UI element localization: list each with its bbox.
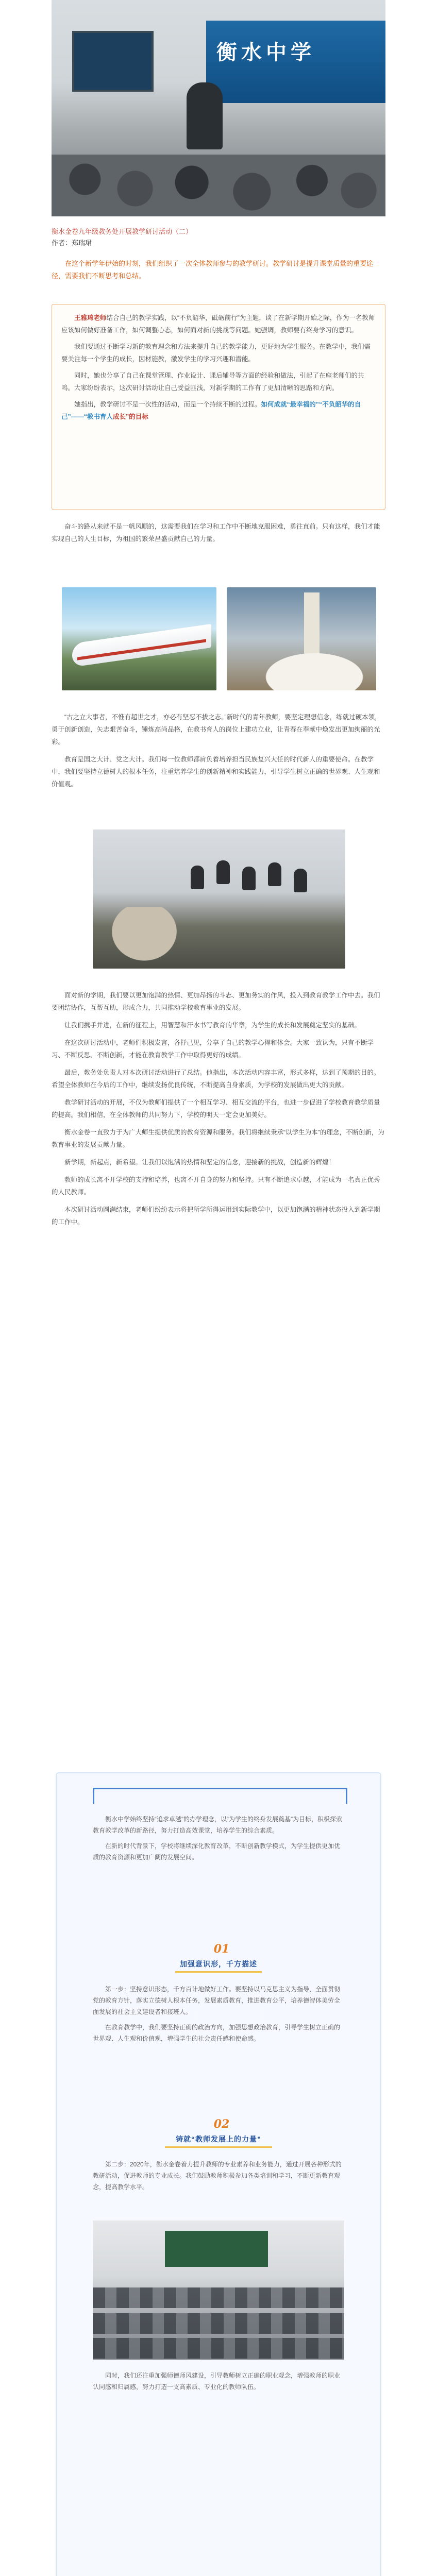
train-photo [62,587,216,690]
section-underline [165,2146,272,2148]
quote-box [52,304,385,510]
quote-highlight: 如何成就“最幸福的”“不负韶华的自己”——“教书育人 [61,401,361,420]
card-paragraph: 在新的时代背景下，学校将继续深化教育改革，不断创新教学模式，为学生提供更加优质的教育资源和更加广阔的发展空间。 [93,1842,341,1861]
quote-text: 她指出，教学研讨不是一次性的活动，而是一个持续不断的过程。 [74,401,261,408]
paragraph: 最后，教务处负责人对本次研讨活动进行了总结。他指出，本次活动内容丰富，形式多样，达到了预期的目的。希望全体教师在今后的工作中，继续发扬优良传统，不断提高自身素质，为学校的发展做出更大的贡献。 [52,1069,380,1089]
student-row [93,2313,344,2334]
launch-smoke [258,649,371,690]
paragraph: 教育是国之大计、党之大计。我们每一位教师都肩负着培养担当民族复兴大任的时代新人的重要使命。在教学中，我们要坚持立德树人的根本任务，注重培养学生的创新精神和实践能力，引导学生树立正确的世界观、人生观和价值观。 [52,756,380,788]
speaker-figure [187,82,223,149]
paragraph: “古之立大事者，不惟有超世之才，亦必有坚忍不拔之志。”新时代的青年教师，要坚定理想信念，练就过硬本领，勇于创新创造，矢志艰苦奋斗，锤炼高尚品格，在教书育人的岗位上建功立业，让青春在奉献中焕发出更加绚丽的光彩。 [52,714,381,745]
blackboard [165,2231,268,2267]
intro-text: 在这个新学年伊始的时刻，我们组织了一次全体教师参与的教学研讨。教学研讨是提升课堂质量的重要途径，需要我们不断思考和总结。 [52,260,374,280]
section-underline [175,1971,262,1973]
card-intro [93,1814,344,1867]
section-number: 01 [213,1942,230,1956]
author-line: 作者：郑瑞珺 [52,239,92,247]
section-title: 铸就“教师发展上的力量” [176,2135,261,2143]
article-body [52,711,385,795]
hero-photo [52,0,385,216]
paragraph: 在这次研讨活动中，老师们积极发言，各抒己见，分享了自己的教学心得和体会。大家一致认为，只有不断学习、不断反思、不断创新，才能在教育教学工作中取得更好的成绩。 [52,1039,374,1059]
section-number: 02 [213,2117,230,2131]
paragraph: 新学期，新起点，新希望。让我们以饱满的热情和坚定的信念，迎接新的挑战，创造新的辉煌！ [64,1159,335,1166]
statue [103,907,186,969]
paragraph: 面对新的学期，我们要以更加饱满的热情、更加昂扬的斗志、更加务实的作风，投入到教育教学工作中去。我们要团结协作，互帮互助，形成合力，共同推动学校教育事业的发展。 [52,992,380,1011]
card-paragraph: 第二步：2020年，衡水金卷着力提升教师的专业素养和业务能力，通过开展各种形式的教研活动，促进教师的专业成长。我们鼓励教师积极参加各类培训和学习，不断更新教育观念，提高教学水平。 [93,2161,342,2191]
quote-paragraph: 我们要通过不断学习新的教育理念和方法来提升自己的教学能力，更好地为学生服务。在教学中，我们需要关注每一个学生的成长，因材施教，激发学生的学习兴趣和潜能。 [61,343,371,363]
jumping-figure [216,860,230,884]
student-row [93,2287,344,2308]
card-paragraph: 衡水中学始终坚持“追求卓越”的办学理念，以“为学生的终身发展奠基”为目标，积极探索教育教学改革的新路径，努力打造高效课堂，培养学生的综合素质。 [93,1816,342,1834]
jumping-figure [191,866,204,889]
card-frame [93,1788,347,1804]
paragraph: 衡水金卷一直致力于为广大师生提供优质的教育资源和服务。我们将继续秉承“以学生为本”的理念，不断创新，为教育事业的发展贡献力量。 [52,1129,384,1148]
paragraph: 本次研讨活动圆满结束，老师们纷纷表示将把所学所得运用到实际教学中，以更加饱满的精神状态投入到新学期的工作中。 [52,1206,380,1226]
paragraph: 让我们携手并进，在新的征程上，用智慧和汗水书写教育的华章，为学生的成长和发展奠定坚实的基础。 [64,1022,361,1029]
quote-paragraph [61,398,376,423]
card-paragraph: 同时，我们还注重加强师德师风建设，引导教师树立正确的职业观念，增强教师的职业认同感和归属感，努力打造一支高素质、专业化的教师队伍。 [93,2372,341,2391]
card-paragraph: 第一步：坚持意识形态，千方百计地做好工作。要坚持以马克思主义为指导，全面贯彻党的教育方针，落实立德树人根本任务，发展素质教育，推进教育公平，培养德智体美劳全面发展的社会主义建设者和接班人。 [93,1986,341,2015]
rocket-photo [227,587,376,690]
section-title: 加强意识形，千方描述 [180,1960,257,1968]
photo-caption: 衡水金卷九年级教务处开展教学研讨活动（二） [52,228,193,235]
quote-paragraph [61,312,376,336]
jumping-figure [268,862,281,886]
quote-text: 结合自己的教学实践，以“不负韶华，砥砺前行”为主题，谈了在新学期开始之际，作为一名教师应该如何做好准备工作，如何调整心态，如何面对新的挑战等问题。她强调，教师要有终身学习的意识。 [61,314,375,334]
paragraph: 教师的成长离不开学校的支持和培养，也离不开自身的努力和坚持。只有不断追求卓越，才能成为一名真正优秀的人民教师。 [52,1176,380,1196]
quote-highlight-red: 成长”的目标 [113,413,148,420]
projector-screen [72,31,154,92]
audience [52,155,385,216]
paragraph: 奋斗的路从来就不是一帆风顺的，这需要我们在学习和工作中不断地克服困难，勇往直前。只有这样，我们才能实现自己的人生目标，为祖国的繁荣昌盛贡献自己的力量。 [52,523,380,543]
section-body [93,2370,344,2397]
paragraph: 教学研讨活动的开展，不仅为教师们提供了一个相互学习、相互交流的平台，也进一步促进了学校教育教学质量的提高。我们相信，在全体教师的共同努力下，学校的明天一定会更加美好。 [52,1099,380,1118]
student-row [93,2338,344,2359]
jumping-figure [242,867,256,890]
article-body [52,989,385,1233]
section-body [93,2159,344,2197]
section-body [93,1984,344,2048]
banner-text: 衡水中学 [216,40,315,64]
quote-lead: 王雅琦老师 [74,314,107,321]
classroom-photo [93,2221,344,2360]
card-paragraph: 在教育教学中，我们要坚持正确的政治方向，加强思想政治教育，引导学生树立正确的世界观、人生观和价值观，增强学生的社会责任感和使命感。 [93,2024,341,2042]
train-shape [72,624,211,667]
article-body [52,520,385,550]
jumping-photo [93,829,345,969]
jumping-figure [294,869,307,892]
quote-paragraph: 同时，她也分享了自己在课堂管理、作业设计、课后辅导等方面的经验和做法，引起了在座老师们的共鸣。大家纷纷表示，这次研讨活动让自己受益匪浅，对新学期的工作有了更加清晰的思路和方向。 [61,372,364,392]
